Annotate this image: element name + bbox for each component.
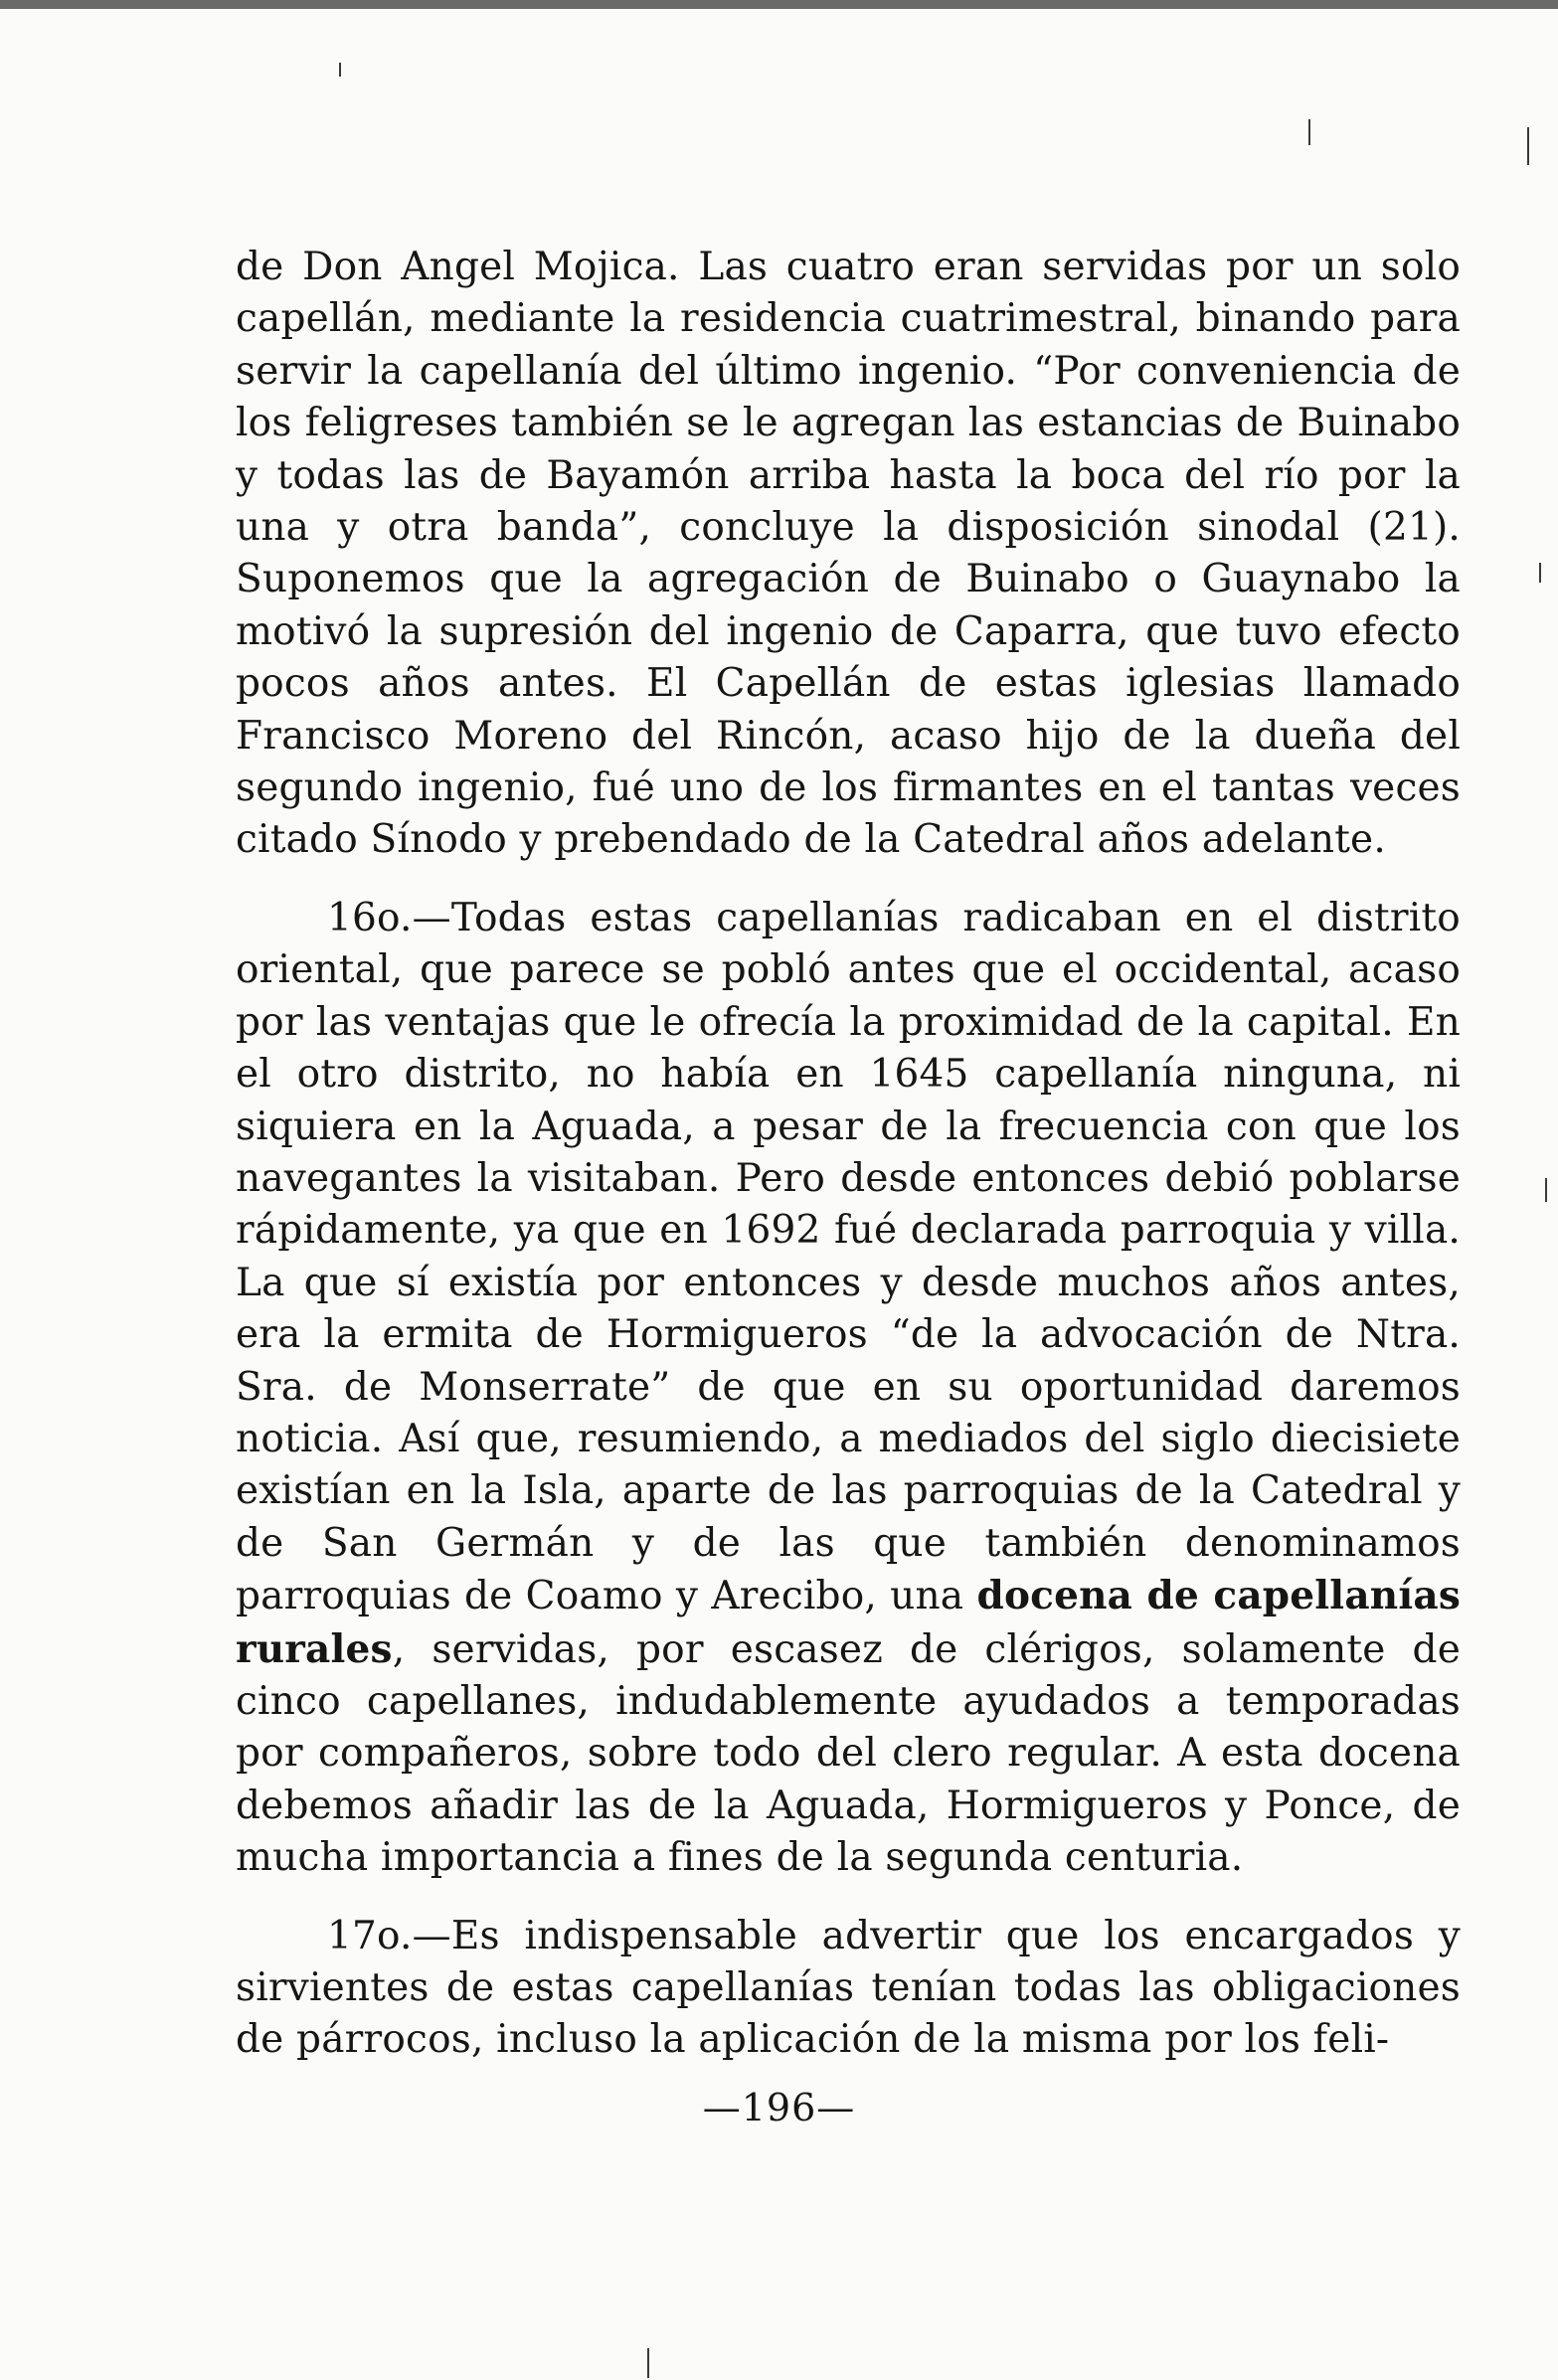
- paragraph-2: [236, 893, 1461, 1885]
- scan-speck: [1545, 1178, 1547, 1202]
- scan-speck: [339, 63, 341, 77]
- paragraph-2-bold-phrase: docena de capellanías rurales: [236, 1573, 1461, 1672]
- scan-speck: [647, 2348, 649, 2378]
- page-number: —196—: [702, 2086, 856, 2129]
- scan-speck: [1527, 127, 1529, 165]
- scan-speck: [1539, 563, 1541, 583]
- paragraph-3: 17o.—Es indispensable advertir que los encargados y sirvientes de estas capellanías tenían todas las obligaciones de párrocos, incluso la aplicación de la misma por los feli-: [236, 1913, 1461, 2063]
- paragraph-2-text-end: , servidas, por escasez de clérigos, solamente de cinco capellanes, indudablemente ayudados a temporadas por compañeros, sobre todo del clero regular. A esta docena debemos añadir las de la Aguada, Hormigueros y Ponce, de mucha importancia a fines de la segunda centuria.: [236, 1626, 1461, 1881]
- paragraph-2-text-start: 16o.—Todas estas capellanías radicaban en el distrito oriental, que parece se pobló antes que el occidental, acaso por las ventajas que le ofrecía la proximidad de la capital. En el otro distrito, no había en 1645 capellanía ninguna, ni siquiera en la Aguada, a pesar de la frecuencia con que los navegantes la visitaban. Pero desde entonces debió poblarse rápidamente, ya que en 1692 fué declarada parroquia y villa. La que sí existía por entonces y desde muchos años antes, era la ermita de Hormigueros “de la advocación de Ntra. Sra. de Monserrate” de que en su oportunidad daremos noticia. Así que, resumiendo, a mediados del siglo diecisiete existían en la Isla, aparte de las parroquias de la Catedral y de San Germán y de las que también denominamos parroquias de Coamo y Arecibo, una: [236, 895, 1461, 1619]
- page-top-edge: [0, 0, 1558, 9]
- body-text: [236, 242, 1461, 2067]
- scan-speck: [1308, 119, 1310, 145]
- paragraph-1: de Don Angel Mojica. Las cuatro eran servidas por un solo capellán, mediante la residencia cuatrimestral, binando para servir la capellanía del último ingenio. “Por conveniencia de los feligreses también se le agregan las estancias de Buinabo y todas las de Bayamón arriba hasta la boca del río por la una y otra banda”, concluye la disposición sinodal (21). Suponemos que la agregación de Buinabo o Guaynabo la motivó la supresión del ingenio de Caparra, que tuvo efecto pocos años antes. El Capellán de estas iglesias llamado Francisco Moreno del Rincón, acaso hijo de la dueña del segundo ingenio, fué uno de los firmantes en el tantas veces citado Sínodo y prebendado de la Catedral años adelante.: [236, 245, 1461, 863]
